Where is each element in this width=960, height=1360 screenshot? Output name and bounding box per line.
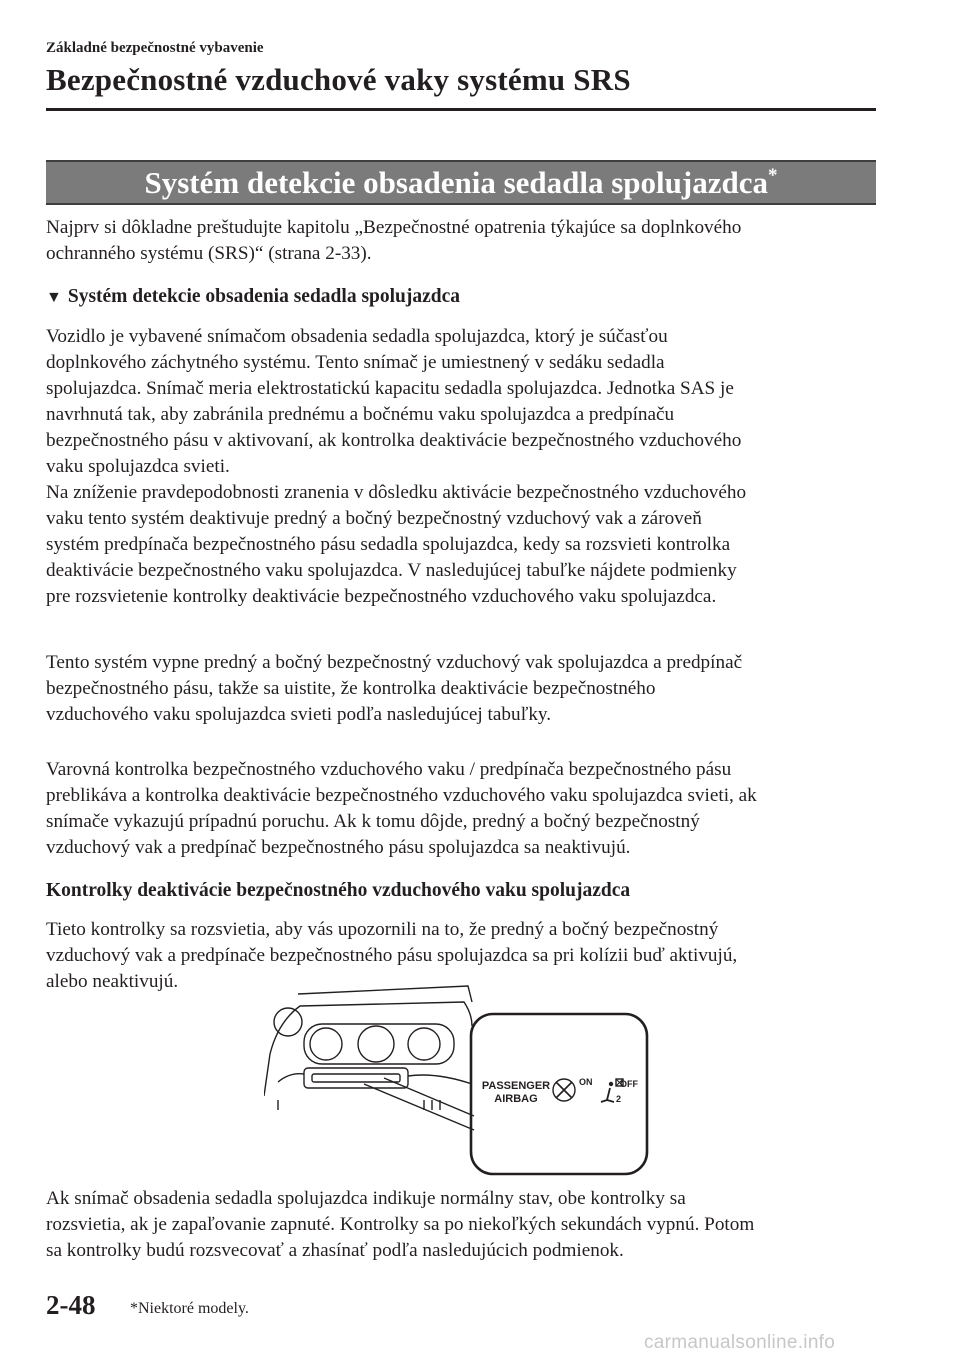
text-line: Ak snímač obsadenia sedadla spolujazdca indikuje normálny stav, obe kontrolky sa bbox=[46, 1188, 686, 1209]
triangle-marker-icon: ▼ bbox=[46, 289, 62, 306]
text-line: navrhnutá tak, aby zabránila prednému a bočnému vaku spolujazdca a predpínaču bbox=[46, 404, 675, 425]
crossed-out-mark bbox=[556, 1082, 572, 1098]
seated-person-head bbox=[609, 1082, 613, 1086]
on-label: ON bbox=[579, 1077, 593, 1087]
text-line: alebo neaktivujú. bbox=[46, 971, 179, 992]
text-line: Tento systém vypne predný a bočný bezpečnostný vzduchový vak spolujazdca a predpínač bbox=[46, 652, 743, 673]
leader-line-lower bbox=[364, 1084, 474, 1130]
paragraph-warning bbox=[46, 757, 876, 861]
dashboard-top-edge bbox=[298, 986, 472, 1002]
watermark: carmanualsonline.info bbox=[644, 1332, 836, 1353]
text-line: rozsvietia, ak je zapaľovanie zapnuté. Kontrolky sa po niekoľkých sekundách vypnú. Potom bbox=[46, 1214, 755, 1235]
climate-dial-right-icon bbox=[408, 1028, 440, 1060]
title-rule bbox=[46, 108, 876, 111]
indicator-window bbox=[312, 1074, 400, 1082]
text-line: bezpečnostného pásu v aktivovaní, ak kontrolka deaktivácie bezpečnostného vzduchového bbox=[46, 430, 742, 451]
text-line: vzduchový vak a predpínač bezpečnostného pásu spolujazdca sa neaktivujú. bbox=[46, 837, 631, 858]
seated-person-icon bbox=[601, 1088, 614, 1102]
text-line: vzduchový vak a predpínače bezpečnostného pásu spolujazdca sa pri kolízii buď aktivujú, bbox=[46, 945, 738, 966]
paragraph-sensor bbox=[46, 324, 876, 610]
text-line: Varovná kontrolka bezpečnostného vzduchového vaku / predpínača bezpečnostného pásu bbox=[46, 759, 732, 780]
section-title: Systém detekcie obsadenia sedadla spolujazdca bbox=[144, 165, 768, 200]
seat-number-label: 2 bbox=[616, 1094, 622, 1104]
text-line: doplnkového záchytného systému. Tento snímač je umiestnený v sedáku sedadla bbox=[46, 352, 665, 373]
page-title: Bezpečnostné vzduchové vaky systému SRS bbox=[46, 62, 631, 97]
footnote: *Niektoré modely. bbox=[130, 1300, 249, 1317]
text-line: sa kontrolky budú rozsvecovať a zhasínať podľa nasledujúcich podmienok. bbox=[46, 1240, 624, 1261]
climate-dial-left-icon bbox=[310, 1028, 342, 1060]
text-line: pre rozsvietenie kontrolky deaktivácie bezpečnostného vzduchového vaku spolujazdca. bbox=[46, 586, 717, 607]
climate-dial-center-icon bbox=[358, 1026, 394, 1062]
off-label: OFF bbox=[620, 1079, 638, 1089]
section-banner bbox=[46, 160, 876, 205]
text-line: vaku tento systém deaktivuje predný a bočný bezpečnostný vzduchový vak a zároveň bbox=[46, 508, 702, 529]
text-line: Tieto kontrolky sa rozsvietia, aby vás upozornili na to, že predný a bočný bezpečnostný bbox=[46, 919, 719, 940]
text-line: Vozidlo je vybavené snímačom obsadenia sedadla spolujazdca, ktorý je súčasťou bbox=[46, 326, 668, 347]
paragraph-normal-state bbox=[46, 1186, 876, 1264]
airbag-label: AIRBAG bbox=[494, 1093, 538, 1105]
subsection-heading-indicators: Kontrolky deaktivácie bezpečnostného vzduchového vaku spolujazdca bbox=[46, 880, 631, 901]
section-asterisk: * bbox=[767, 165, 778, 186]
subsection-title: Systém detekcie obsadenia sedadla spolujazdca bbox=[67, 286, 461, 307]
vent-line-right bbox=[408, 1075, 472, 1084]
breadcrumb: Základné bezpečnostné vybavenie bbox=[46, 40, 264, 56]
vent-line-left bbox=[278, 1074, 304, 1082]
text-line: Najprv si dôkladne preštudujte kapitolu „Bezpečnostné opatrenia týkajúce sa doplnkového bbox=[46, 217, 742, 238]
subsection-heading bbox=[46, 286, 460, 308]
text-line: deaktivácie bezpečnostného vaku spolujazdca. V nasledujúcej tabuľke nájdete podmienky bbox=[46, 560, 737, 581]
indicator-housing bbox=[304, 1068, 408, 1088]
text-line: vaku spolujazdca svieti. bbox=[46, 456, 230, 477]
text-line: preblikáva a kontrolka deaktivácie bezpečnostného vzduchového vaku spolujazdca svieti, ak bbox=[46, 785, 757, 806]
text-line: ochranného systému (SRS)“ (strana 2-33). bbox=[46, 243, 372, 264]
intro-paragraph bbox=[46, 215, 876, 267]
dial-knob-icon bbox=[274, 1008, 302, 1036]
text-line: systém predpínača bezpečnostného pásu sedadla spolujazdca, kedy sa rozsvieti kontrolka bbox=[46, 534, 731, 555]
text-line: spolujazdca. Snímač meria elektrostatickú kapacitu sedadla spolujazdca. Jednotka SAS je bbox=[46, 378, 734, 399]
text-line: bezpečnostného pásu, takže sa uistite, že kontrolka deaktivácie bezpečnostného bbox=[46, 678, 656, 699]
passenger-label: PASSENGER bbox=[481, 1080, 551, 1092]
leader-line-upper bbox=[384, 1078, 474, 1116]
dashboard-illustration bbox=[264, 984, 656, 1180]
text-line: Na zníženie pravdepodobnosti zranenia v dôsledku aktivácie bezpečnostného vzduchového bbox=[46, 482, 747, 503]
paragraph-deactivation bbox=[46, 650, 876, 728]
text-line: vzduchového vaku spolujazdca svieti podľa nasledujúcej tabuľky. bbox=[46, 704, 552, 725]
text-line: snímače vykazujú prípadnú poruchu. Ak k tomu dôjde, predný a bočný bezpečnostný bbox=[46, 811, 700, 832]
page-number: 2-48 bbox=[46, 1290, 96, 1320]
